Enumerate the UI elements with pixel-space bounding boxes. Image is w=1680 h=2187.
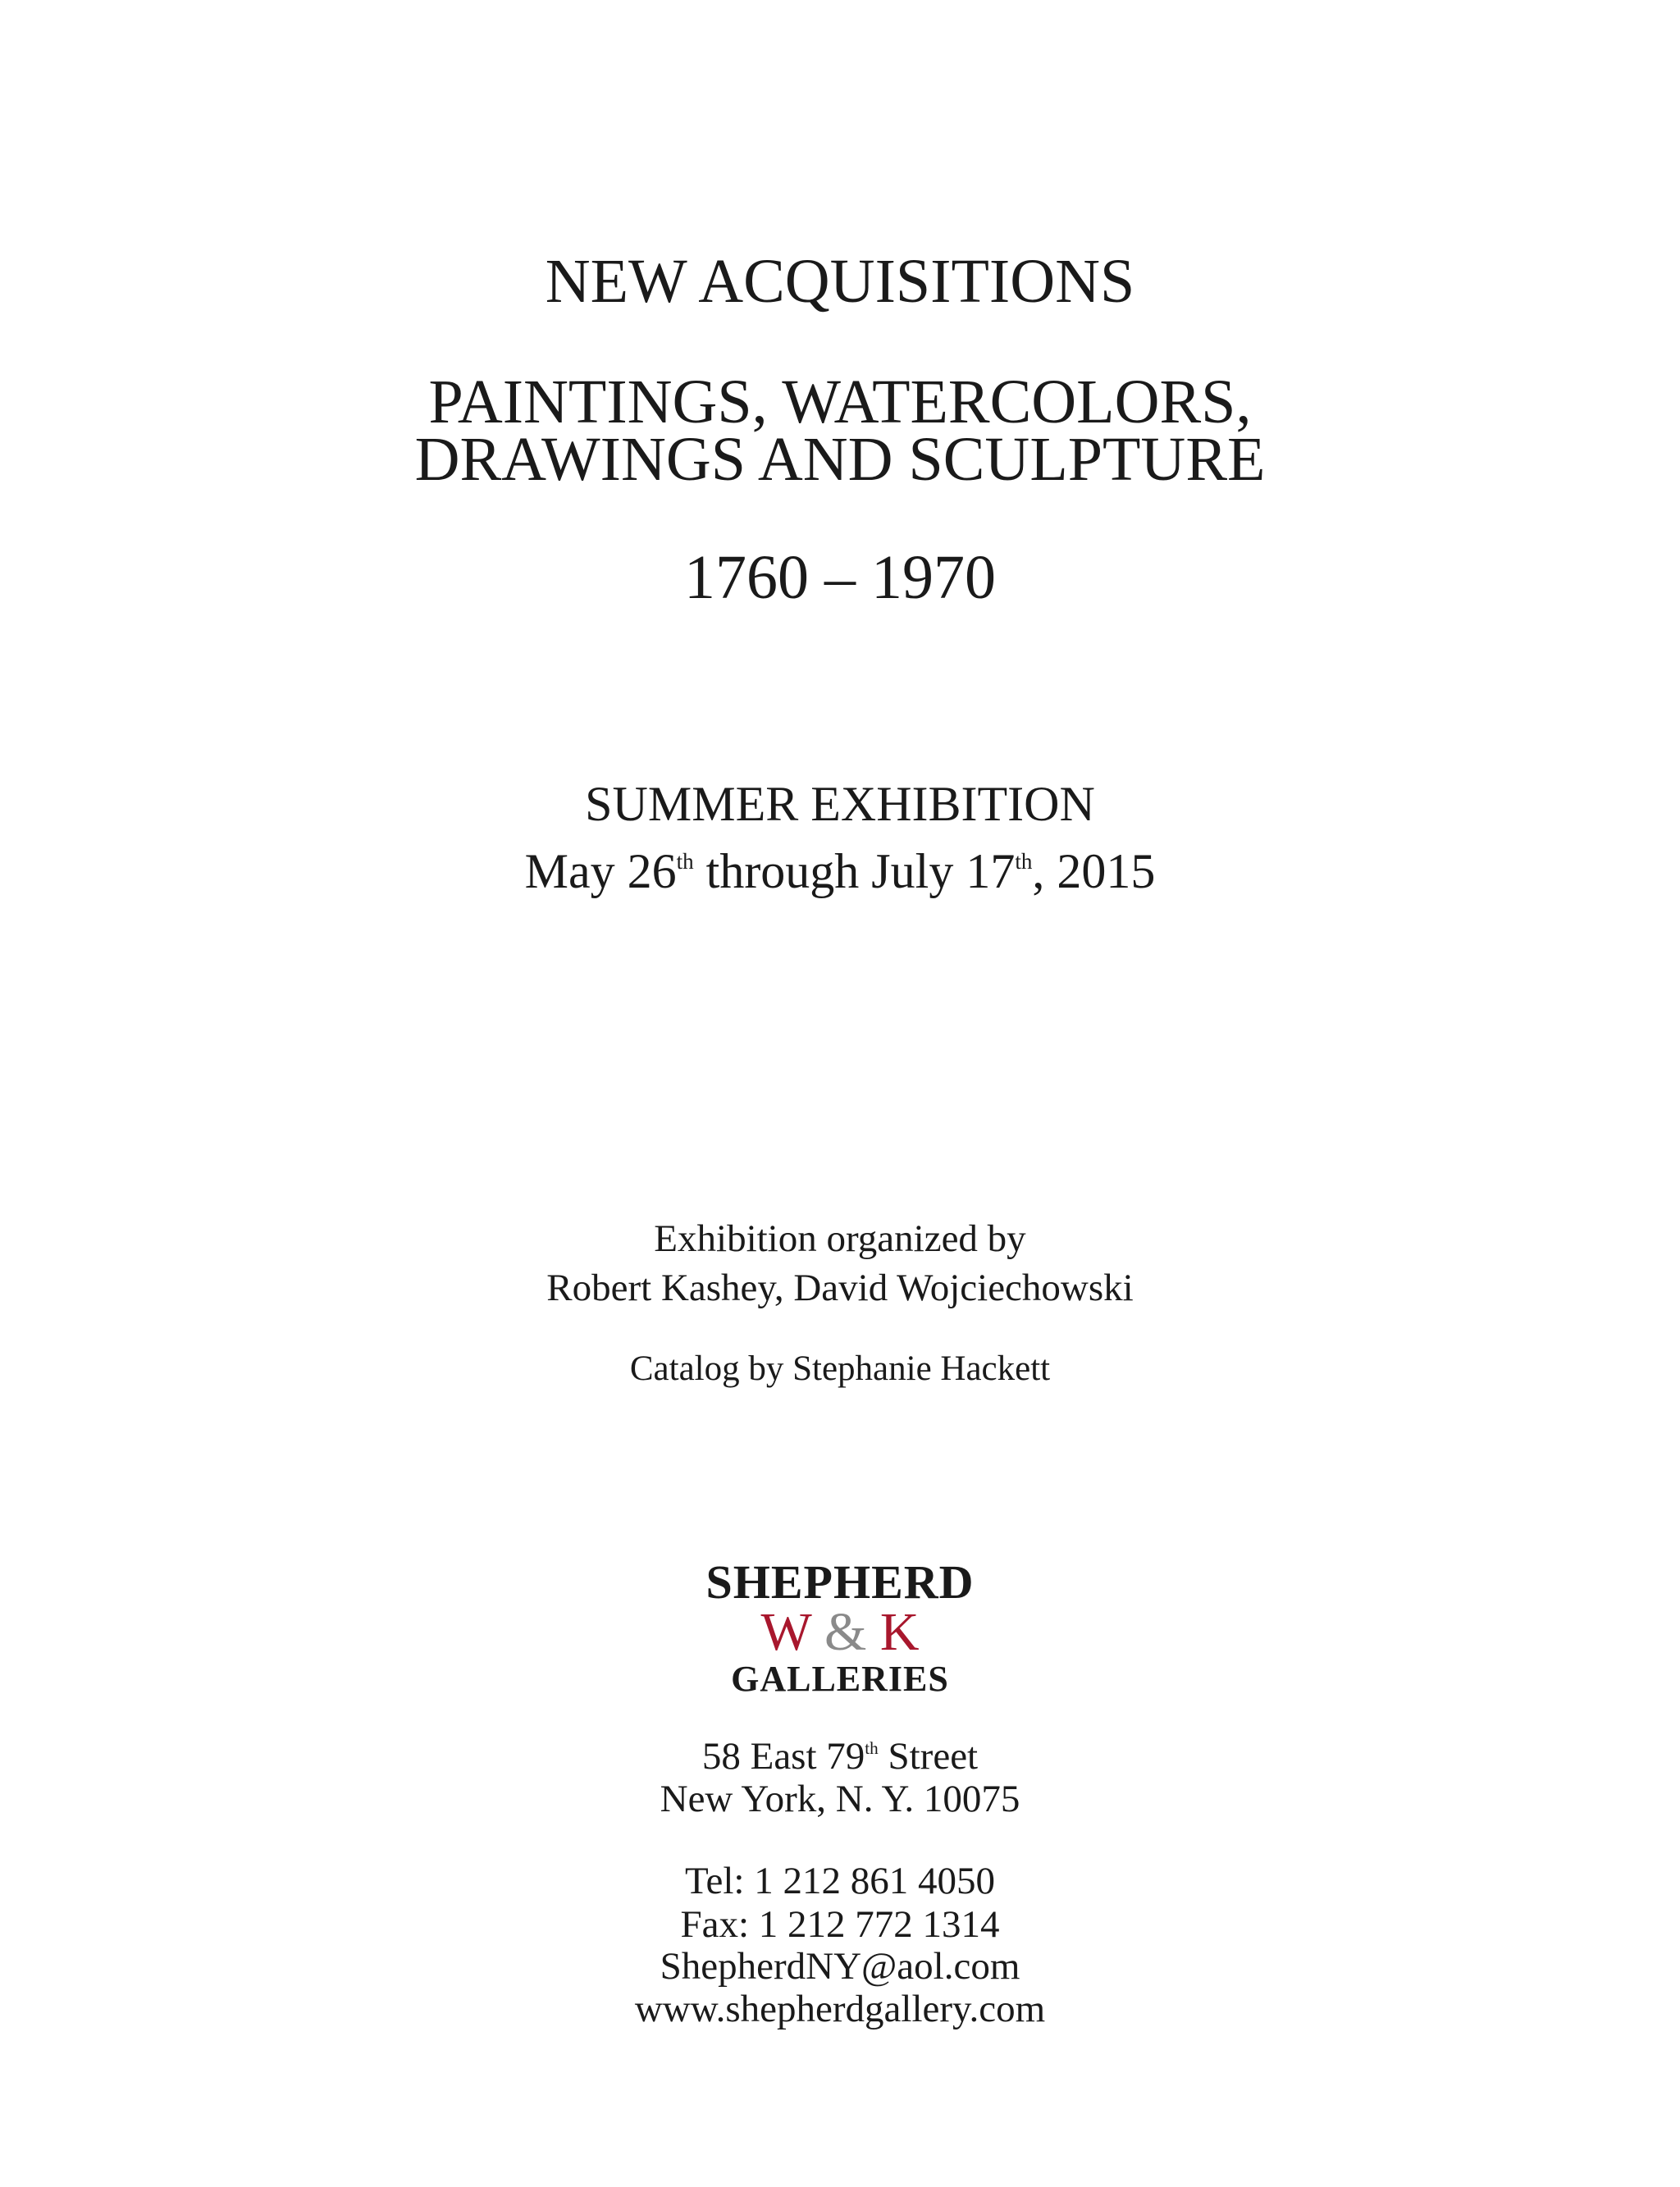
title-new-acquisitions: NEW ACQUISITIONS [545,247,1135,316]
contact-fax: Fax: 1 212 772 1314 [680,1903,1000,1946]
address-city: New York, N. Y. 10075 [660,1778,1020,1820]
contact-website[interactable]: www.shepherdgallery.com [634,1988,1046,2030]
logo-galleries: GALLERIES [731,1659,949,1699]
logo-k: K [879,1602,920,1662]
title-date-range: 1760 – 1970 [684,543,996,612]
address-street-suffix: th [865,1738,879,1759]
address-street-name: Street [878,1735,979,1778]
exhibition-date-range [0,844,1680,898]
address-street-number: 58 East 79 [701,1735,865,1778]
contact-email[interactable]: ShepherdNY@aol.com [660,1945,1020,1988]
title-drawings-sculpture: DRAWINGS AND SCULPTURE [414,425,1266,494]
exhibition-year: , 2015 [1032,844,1156,898]
exhibition-start: May 26 [524,844,677,898]
exhibition-name: SUMMER EXHIBITION [585,777,1095,831]
exhibition-through: through July 17 [693,844,1016,898]
address-street [0,1737,1680,1776]
logo-w-and-k [0,1602,1680,1662]
logo-w: W [760,1602,811,1662]
catalog-credit: Catalog by Stephanie Hackett [629,1349,1051,1388]
logo-shepherd: SHEPHERD [705,1555,975,1609]
contact-tel: Tel: 1 212 861 4050 [685,1860,995,1902]
organized-by-label: Exhibition organized by [654,1217,1026,1260]
title-paintings-watercolors: PAINTINGS, WATERCOLORS, [428,368,1252,436]
logo-ampersand: & [824,1602,867,1662]
organizers-names: Robert Kashey, David Wojciechowski [546,1267,1134,1309]
exhibition-start-suffix: th [676,849,694,874]
exhibition-end-suffix: th [1015,849,1033,874]
